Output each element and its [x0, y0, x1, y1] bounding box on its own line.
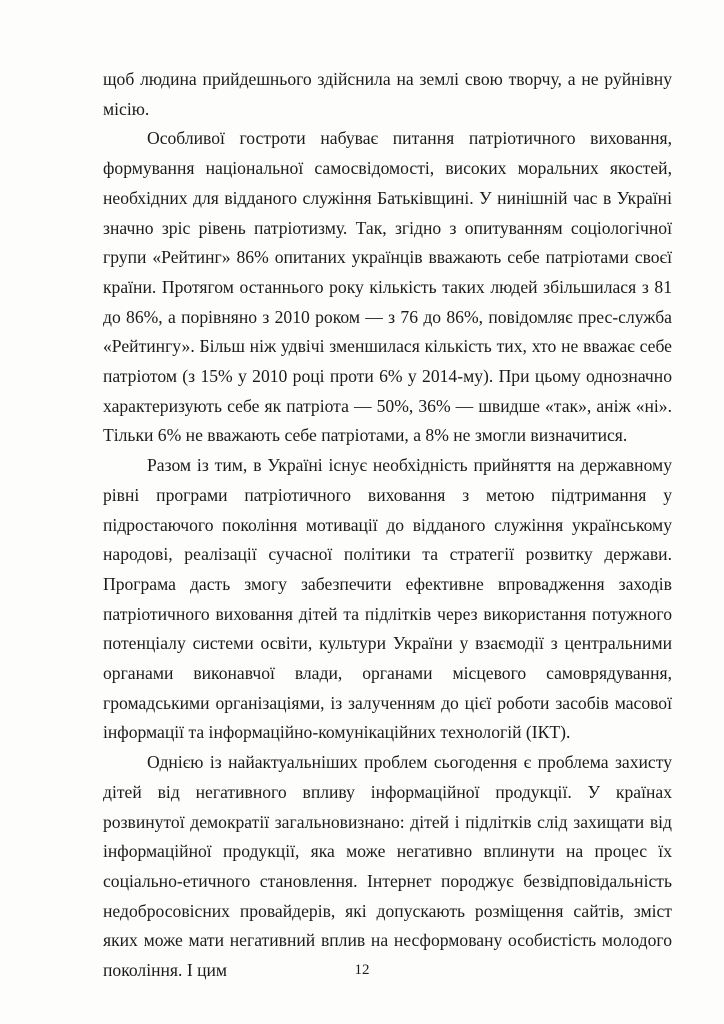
- paragraph-state-program: Разом із тим, в Україні існує необхідність прийняття на державному рівні програми патріотичного виховання з метою підтримання у підростаючого покоління мотивації до відданого служіння українському народові, реалізації сучасної політики та стратегії розвитку держави. Програма дасть змогу забезпечити ефективне впровадження заходів патріотичного виховання дітей та підлітків через використання потужного потенціалу системи освіти, культури України у взаємодії з центральними органами виконавчої влади, органами місцевого самоврядування, громадськими організаціями, із залученням до цієї роботи засобів масової інформації та інформаційно-комунікаційних технологій (ІКТ).: [103, 455, 672, 743]
- document-body: [103, 65, 672, 986]
- paragraph-information-protection: Однією із найактуальніших проблем сьогодення є проблема захисту дітей від негативного впливу інформаційної продукції. У країнах розвинутої демократії загальновизнано: дітей і підлітків слід захищати від інформаційної продукції, яка може негативно вплинути на процес їх соціально-етичного становлення. Інтернет породжує безвідповідальність недобросовісних провайдерів, які допускають розміщення сайтів, зміст яких може мати негативний вплив на несформовану особистість молодого покоління. І цим: [103, 752, 672, 981]
- paragraph-continuation: щоб людина прийдешнього здійснила на землі свою творчу, а не руйнівну місію.: [103, 69, 672, 119]
- paragraph-patriotic-upbringing: Особливої гостроти набуває питання патріотичного виховання, формування національної самосвідомості, високих моральних якостей, необхідних для відданого служіння Батьківщині. У нинішній час в Україні значно зріс рівень патріотизму. Так, згідно з опитуванням соціологічної групи «Рейтинг» 86% опитаних українців вважають себе патріотами своєї країни. Протягом останнього року кількість таких людей збільшилася з 81 до 86%, а порівняно з 2010 роком — з 76 до 86%, повідомляє прес-служба «Рейтингу». Більш ніж удвічі зменшилася кількість тих, хто не вважає себе патріотом (з 15% у 2010 році проти 6% у 2014-му). При цьому однозначно характеризують себе як патріота — 50%, 36% — швидше «так», аніж «ні». Тільки 6% не вважають себе патріотами, а 8% не змогли визначитися.: [103, 128, 672, 446]
- page-number: 12: [354, 962, 370, 978]
